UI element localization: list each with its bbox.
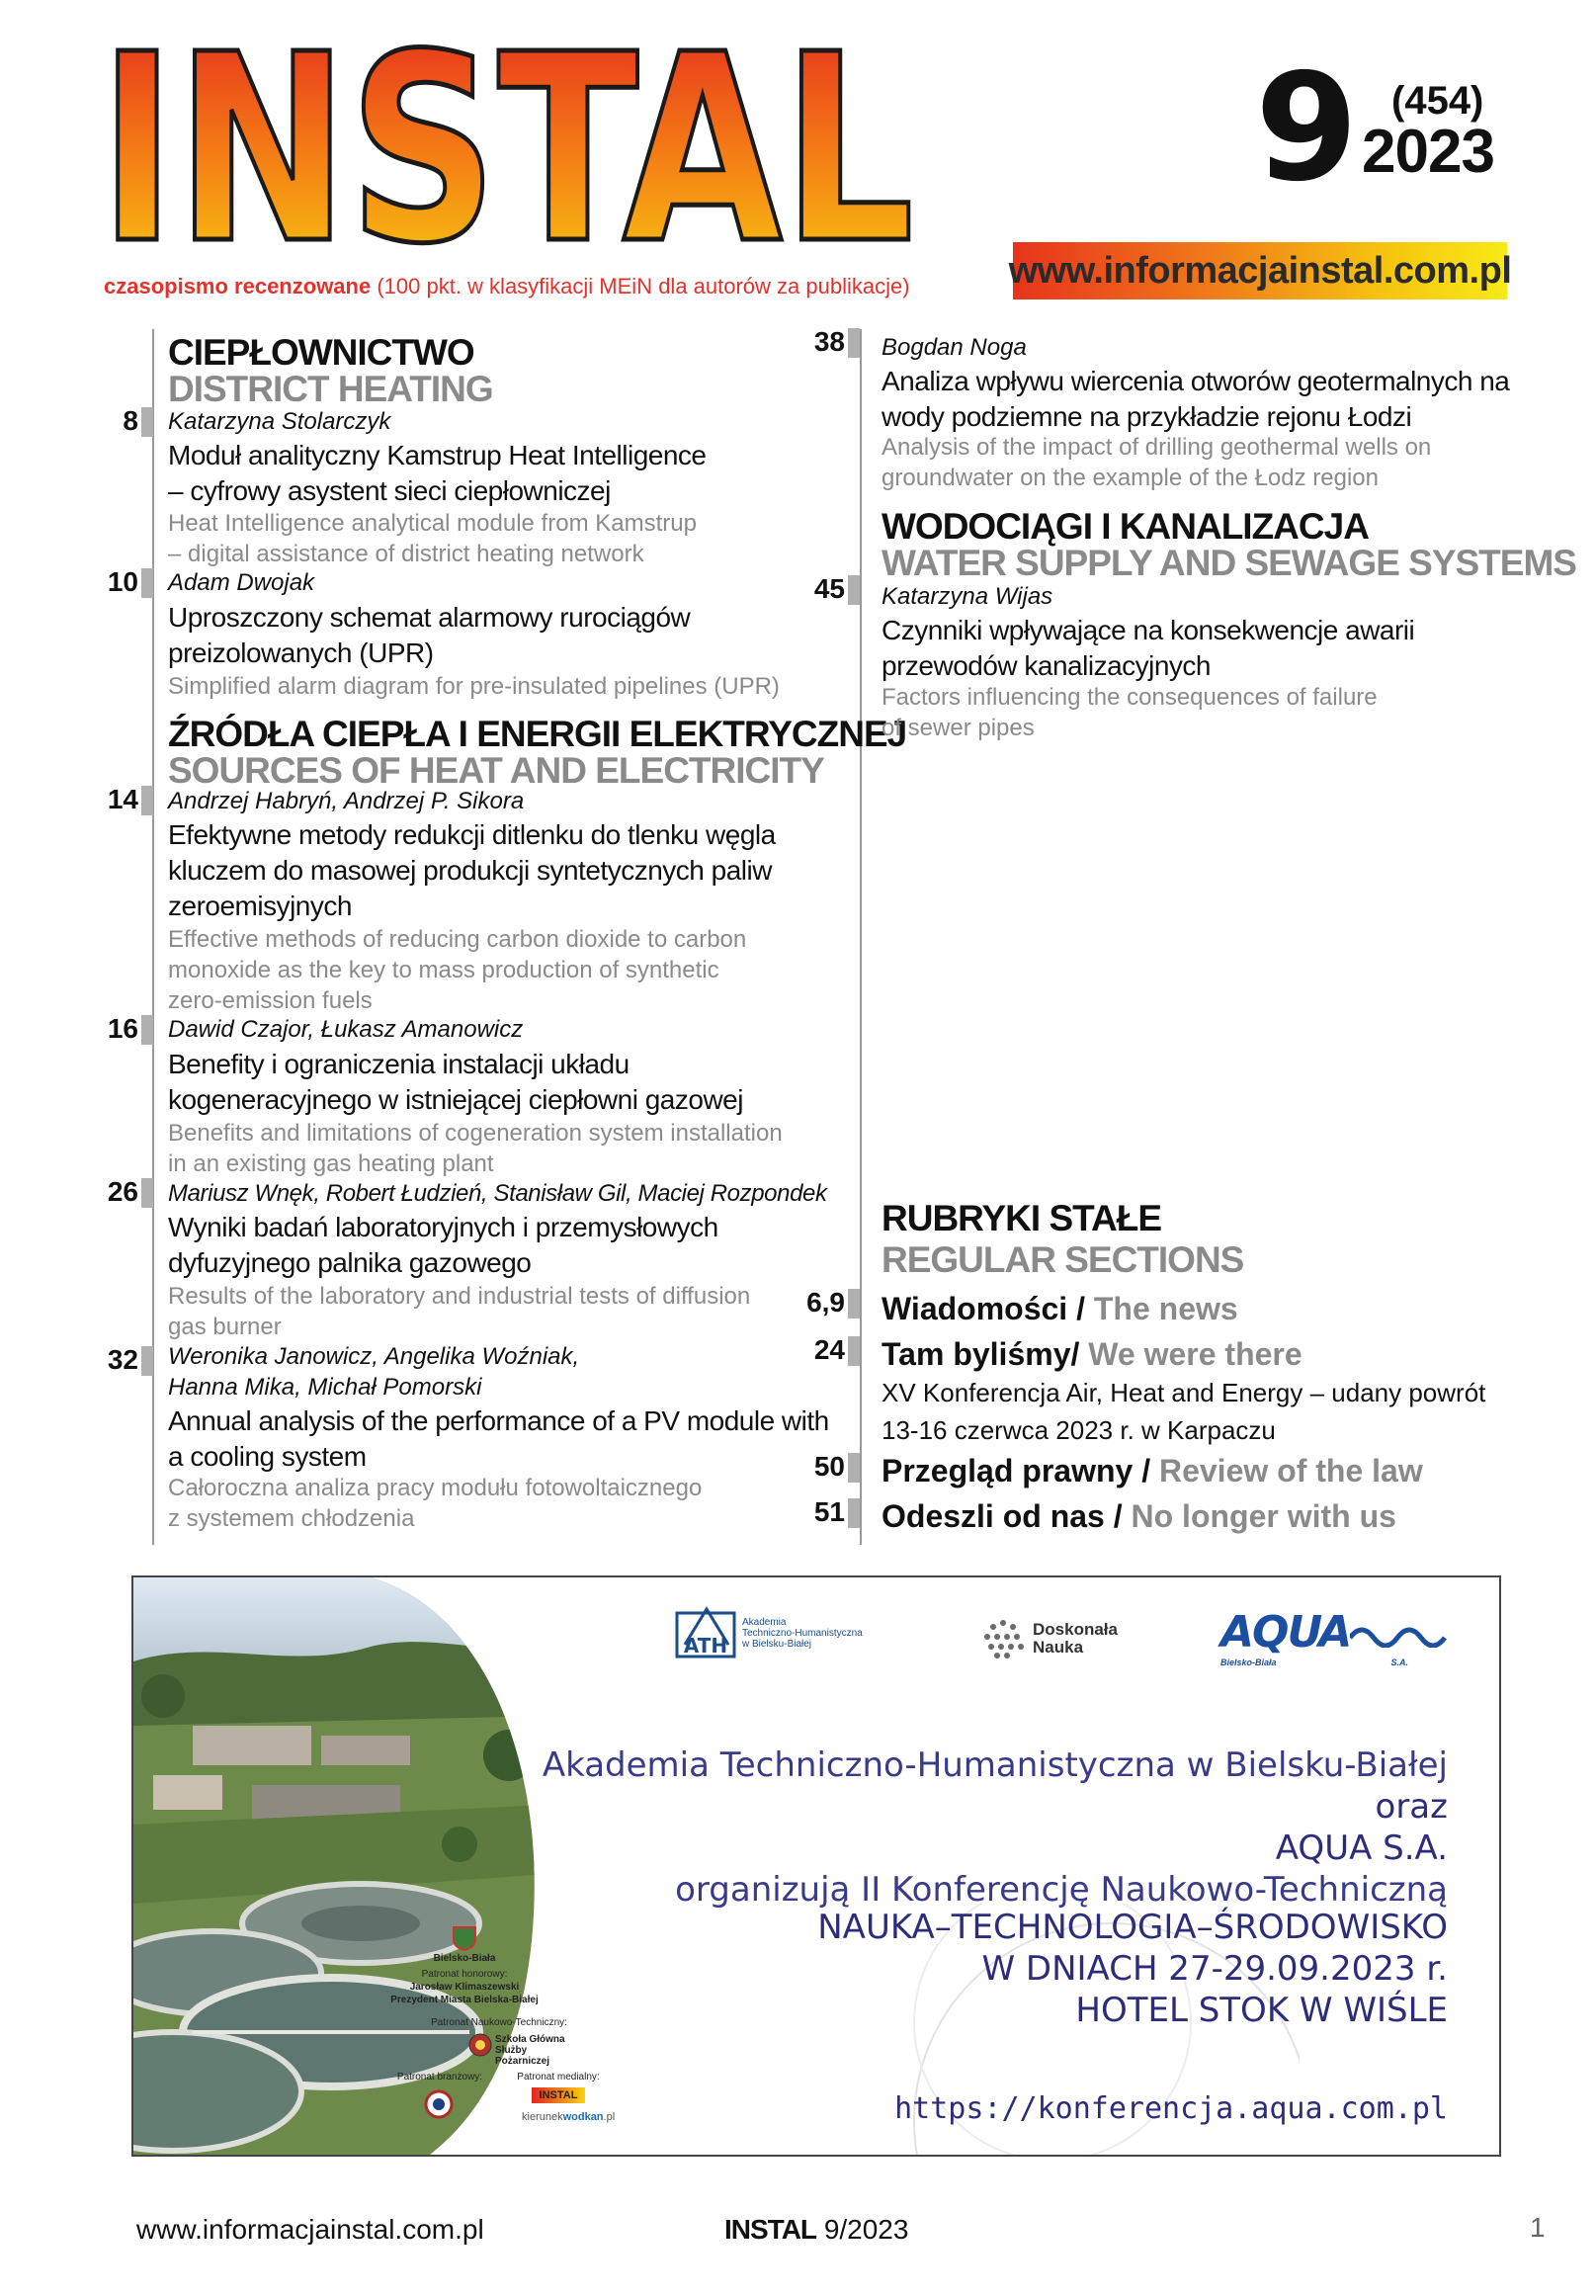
regular-item-en: The news [1093, 1291, 1238, 1326]
conference-announcement: organizują II Konferencję Naukowo-Techniczną [675, 1870, 1448, 1910]
city-name: Bielsko-Biała [433, 1953, 496, 1964]
industry-patron-emblem-icon [424, 2089, 454, 2119]
kierunek-wodkan-logo [522, 2111, 615, 2123]
aqua-city: Bielsko-Biała [1220, 1658, 1277, 1667]
article-title-en [168, 508, 697, 569]
conference-name: NAUKA–TECHNOLOGIA–ŚRODOWISKO [817, 1908, 1448, 1947]
title-line: Benefity i ograniczenia instalacji układu [168, 1049, 630, 1079]
title-line: Analysis of the impact of drilling geothermal wells on [882, 434, 1432, 461]
regular-sections-heading-en: REGULAR SECTIONS [882, 1239, 1244, 1280]
article-title-en [168, 1281, 750, 1342]
article-title-en [882, 432, 1431, 493]
page-number: 8 [123, 405, 138, 436]
page-number: 6,9 [806, 1287, 845, 1318]
article-author: Adam Dwojak [168, 569, 315, 596]
peer-reviewed-line [104, 274, 910, 299]
wastewater-plant-photo [133, 1577, 548, 2155]
article-author: Andrzej Habryń, Andrzej P. Sikora [168, 788, 525, 814]
title-line: in an existing gas heating plant [168, 1150, 494, 1177]
issue-number: 9 [1255, 43, 1353, 214]
school-name-line: Służby Pożarniczej [495, 2045, 550, 2067]
article-title-pl[interactable] [168, 438, 707, 509]
aqua-subline [1220, 1658, 1408, 1667]
aqua-logo [1220, 1607, 1449, 1667]
page-number: 38 [813, 326, 845, 357]
aqua-wordmark: AQUA [1220, 1607, 1351, 1658]
article-title-en [168, 924, 746, 1016]
article-title-en [168, 1473, 702, 1534]
title-line: Heat Intelligence analytical module from Kamstrup [168, 510, 697, 537]
organizer-line-3: AQUA S.A. [1275, 1828, 1448, 1868]
title-line: groundwater on the example of the Łodz region [882, 465, 1380, 491]
article-author: Dawid Czajor, Łukasz Amanowicz [168, 1016, 524, 1043]
ath-logo [675, 1605, 863, 1660]
article-title-pl[interactable] [882, 364, 1509, 435]
fire-service-school-name [495, 2034, 574, 2067]
doskonala-nauka-text [1033, 1621, 1118, 1657]
conference-url[interactable]: https://konferencja.aqua.com.pl [894, 2091, 1448, 2126]
section-heading-pl: CIEPŁOWNICTWO [168, 332, 474, 373]
title-line: Annual analysis of the performance of a PV module with [168, 1405, 829, 1436]
page-number: 16 [107, 1013, 138, 1044]
issue-year: 2023 [1362, 118, 1494, 186]
conference-advertisement[interactable] [131, 1575, 1501, 2157]
instal-logo [99, 42, 919, 254]
dn-line: Nauka [1033, 1638, 1084, 1657]
description-line: 13-16 czerwca 2023 r. w Karpaczu [882, 1415, 1276, 1445]
website-banner-text: www.informacjainstal.com.pl [1008, 249, 1512, 292]
title-line: of sewer pipes [882, 715, 1035, 741]
article-title-pl[interactable] [168, 817, 776, 924]
title-line: Czynniki wpływające na konsekwencje awarii [882, 615, 1415, 645]
doskonala-nauka-logo [979, 1617, 1118, 1660]
article-title-en [168, 671, 780, 702]
title-line: dyfuzyjnego palnika gazowego [168, 1247, 532, 1278]
article-title-pl[interactable] [882, 613, 1414, 684]
title-line: Effective methods of reducing carbon dioxide to carbon [168, 926, 747, 953]
page-number: 51 [813, 1496, 845, 1527]
city-crest-icon [452, 1925, 477, 1951]
page-number: 26 [107, 1176, 138, 1207]
regular-item-description [882, 1374, 1485, 1449]
title-line: Analiza wpływu wiercenia otworów geotermalnych na [882, 366, 1510, 396]
waves-icon [1350, 1618, 1449, 1648]
school-name-line: Szkoła Główna [495, 2034, 565, 2045]
article-author: Katarzyna Stolarczyk [168, 408, 391, 435]
aqua-sa: S.A. [1390, 1658, 1408, 1667]
title-line: a cooling system [168, 1441, 367, 1472]
title-line: wody podziemne na przykładzie rejonu Łodzi [882, 401, 1412, 432]
honorary-patron-name: Jarosław Klimaszewski [409, 1982, 520, 1993]
logo-text: INSTAL [99, 42, 914, 254]
regular-item-en: Review of the law [1158, 1453, 1423, 1488]
article-title-pl[interactable] [168, 1210, 718, 1281]
title-line: Wyniki badań laboratoryjnych i przemysłowych [168, 1212, 718, 1242]
title-line: zero-emission fuels [168, 987, 373, 1014]
conference-dates: W DNIACH 27-29.09.2023 r. [981, 1949, 1448, 1989]
title-line: – cyfrowy asystent sieci ciepłowniczej [168, 475, 611, 506]
article-author: Bogdan Noga [882, 334, 1027, 361]
separator: / [1133, 1453, 1159, 1488]
footer-website[interactable]: www.informacjainstal.com.pl [136, 2214, 484, 2245]
dots-globe-icon [979, 1617, 1027, 1660]
article-title-pl[interactable] [168, 600, 690, 671]
regular-item-pl: Tam byliśmy [882, 1336, 1071, 1372]
section-heading-en: WATER SUPPLY AND SEWAGE SYSTEMS [882, 543, 1576, 583]
title-line: kluczem do masowej produkcji syntetycznych paliw [168, 855, 772, 886]
fire-service-emblem-icon [467, 2032, 493, 2058]
industry-patron-label: Patronat branżowy: [396, 2072, 483, 2083]
footer-mag-name: INSTAL [724, 2214, 817, 2245]
ath-emblem-icon [675, 1605, 738, 1660]
organizer-line-1: Akademia Techniczno-Humanistyczna w Bielsku-Białej [542, 1745, 1448, 1785]
kw-part-a: kierunek [522, 2111, 563, 2123]
peer-reviewed-label: czasopismo recenzowane [104, 274, 372, 298]
title-line: Results of the laboratory and industrial tests of diffusion [168, 1283, 751, 1310]
title-line: Całoroczna analiza pracy modułu fotowoltaicznego [168, 1475, 703, 1501]
page-number: 32 [107, 1344, 138, 1375]
regular-item-pl: Odeszli od nas [882, 1498, 1105, 1534]
regular-item-we-were-there[interactable] [882, 1336, 1302, 1373]
ath-name-line: Techniczno-Humanistyczna [742, 1627, 863, 1639]
regular-item-en: We were there [1088, 1336, 1302, 1372]
title-line: – digital assistance of district heating network [168, 541, 644, 567]
page-number: 50 [813, 1451, 845, 1482]
page-number: 10 [107, 566, 138, 597]
footer-issue [724, 2214, 908, 2246]
website-banner[interactable] [1008, 242, 1512, 299]
title-line: gas burner [168, 1314, 282, 1340]
right-column-rule [860, 329, 862, 1545]
ath-name-line: w Bielsku-Białej [742, 1638, 812, 1650]
conference-venue: HOTEL STOK W WIŚLE [1075, 1991, 1448, 2030]
organizer-line-2: oraz [1375, 1787, 1448, 1827]
article-title-pl[interactable] [168, 1047, 743, 1118]
title-line: preizolowanych (UPR) [168, 638, 434, 668]
ath-letters: ATH [683, 1634, 728, 1658]
dn-line: Doskonała [1033, 1620, 1118, 1639]
section-heading-pl: ŹRÓDŁA CIEPŁA I ENERGII ELEKTRYCZNEJ [168, 714, 907, 754]
page-number: 45 [813, 573, 845, 604]
article-author: Hanna Mika, Michał Pomorski [168, 1374, 482, 1401]
title-line: kogeneracyjnego w istniejącej ciepłowni gazowej [168, 1084, 743, 1115]
title-line: Factors influencing the consequences of failure [882, 684, 1378, 711]
separator: / [1070, 1336, 1089, 1372]
regular-item-pl: Wiadomości [882, 1291, 1068, 1326]
title-line: zeroemisyjnych [168, 891, 352, 921]
honorary-patron-label: Patronat honorowy: [421, 1969, 508, 1980]
separator: / [1067, 1291, 1094, 1326]
title-line: Moduł analityczny Kamstrup Heat Intelligence [168, 440, 707, 470]
kw-part-c: .pl [603, 2111, 616, 2123]
regular-item-news[interactable] [882, 1291, 1238, 1327]
article-title-en [168, 1118, 783, 1179]
kw-part-b: wodkan [562, 2111, 604, 2123]
footer-issue-number: 9/2023 [823, 2214, 909, 2245]
article-author: Weronika Janowicz, Angelika Woźniak, [168, 1343, 580, 1370]
page-number: 14 [107, 784, 138, 814]
title-line: Uproszczony schemat alarmowy rurociągów [168, 602, 691, 633]
title-line: Efektywne metody redukcji ditlenku do tlenku węgla [168, 819, 776, 850]
regular-item-en: No longer with us [1131, 1498, 1396, 1534]
regular-sections-heading-pl: RUBRYKI STAŁE [882, 1198, 1161, 1238]
scientific-patron-label: Patronat Naukowo-Techniczny: [431, 2017, 567, 2028]
separator: / [1104, 1498, 1132, 1534]
section-heading-pl: WODOCIĄGI I KANALIZACJA [882, 506, 1369, 547]
page-number: 24 [813, 1334, 845, 1365]
description-line: XV Konferencja Air, Heat and Energy – udany powrót [882, 1378, 1486, 1407]
issue-total: (454) [1391, 79, 1484, 123]
ath-name [742, 1617, 863, 1650]
title-line: monoxide as the key to mass production of synthetic [168, 957, 719, 983]
title-line: Benefits and limitations of cogeneration system installation [168, 1120, 783, 1147]
instal-media-logo: INSTAL [532, 2087, 585, 2103]
peer-reviewed-note: (100 pkt. w klasyfikacji MEiN dla autorów za publikacje) [377, 274, 910, 298]
article-title-pl[interactable] [168, 1403, 829, 1475]
title-line: Simplified alarm diagram for pre-insulated pipelines (UPR) [168, 673, 780, 700]
regular-item-pl: Przegląd prawny [882, 1453, 1134, 1488]
article-author: Mariusz Wnęk, Robert Łudzień, Stanisław Gil, Maciej Rozpondek [168, 1180, 827, 1207]
article-author: Katarzyna Wijas [882, 583, 1053, 610]
title-line: z systemem chłodzenia [168, 1505, 415, 1532]
section-heading-en: SOURCES OF HEAT AND ELECTRICITY [168, 750, 824, 791]
honorary-patron-role: Prezydent Miasta Bielska-Białej [390, 1995, 539, 2005]
article-title-en [882, 682, 1378, 743]
media-patron-label: Patronat medialny: [517, 2072, 600, 2083]
regular-item-obituaries[interactable] [882, 1498, 1396, 1535]
section-heading-en: DISTRICT HEATING [168, 369, 493, 409]
regular-item-law-review[interactable] [882, 1453, 1423, 1489]
ath-name-line: Akademia [742, 1616, 787, 1628]
title-line: przewodów kanalizacyjnych [882, 650, 1212, 681]
footer-page-number: 1 [1530, 2212, 1546, 2243]
